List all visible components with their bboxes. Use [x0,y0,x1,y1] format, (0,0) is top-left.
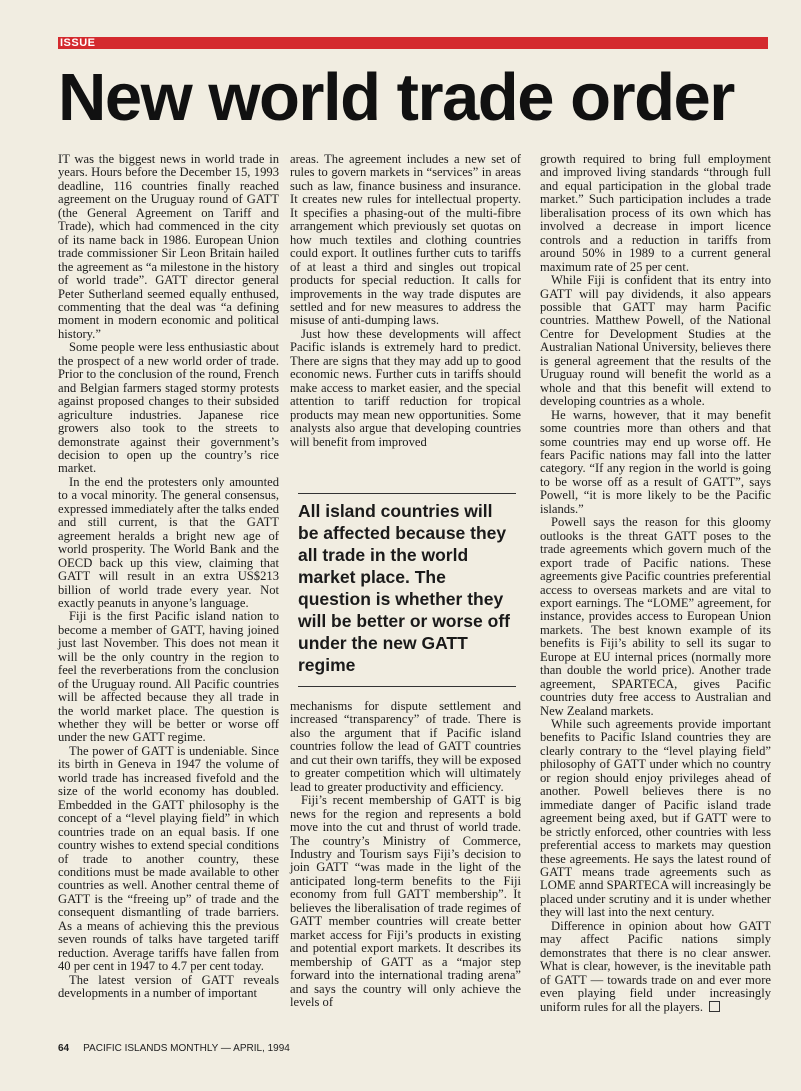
paragraph: In the end the protesters only amounted to a vocal minority. The general consensus, expressed immediately after the talks ended and still current, is that the GATT agreement heralds a bright new age of world prosperity. The World Bank and the OECD back up this view, claiming that GATT will result in an extra US$213 billion of world trade every year. Not exactly peanuts in anyone’s language. [58,474,279,610]
paragraph: IT was the biggest news in world trade in years. Hours before the December 15, 1993 deadline, 116 countries finally reached agreement on the Uruguay round of GATT (the General Agreement on Tariff and Trade), which had commenced in the city of its name back in 1986. European Union trade commissioner Sir Leon Britain hailed the agreement as “a milestone in the history of world trade”. GATT director general Peter Sutherland seemed equally enthused, commenting that the deal was “a defining moment in modern economic and political history.” [58,152,279,341]
column-2-bottom [290,700,521,1009]
paragraph: Just how these developments will affect Pacific islands is extremely hard to predict. There are signs that they may add up to good economic news. Further cuts in tariffs should make access to market easier, and the special attention to tariff reduction for tropical products may mean new opportunities. Some analysts also argue that developing countries will benefit from improved [290,326,521,449]
section-bar [58,37,768,49]
paragraph [540,920,771,1014]
paragraph: Some people were less enthusiastic about the prospect of a new world order of trade. Prior to the conclusion of the round, French and Belgian farmers staged stormy protests against proposed changes to their subsided agriculture industries. Japanese rice growers also took to the streets to demonstrate against their government’s decision to open up the country’s rice market. [58,340,279,476]
section-label: ISSUE [60,37,96,49]
paragraph: The power of GATT is undeniable. Since its birth in Geneva in 1947 the volume of world trade has increased fivefold and the size of the world economy has doubled. Embedded in the GATT philosophy is the concept of a “level playing field” in which countries trade on an equal basis. If one country wishes to extend special conditions of trade to another country, these conditions must be made available to other countries as well. Another central theme of GATT is the “freeing up” of trade and the consequent dismantling of trade barriers. As a means of achieving this the previous seven rounds of talks have targeted tariff reduction. Average tariffs have fallen from 40 per cent in 1947 to 4.7 per cent today. [58,743,279,974]
publication-line: PACIFIC ISLANDS MONTHLY — APRIL, 1994 [83,1043,290,1054]
paragraph: mechanisms for dispute settlement and increased “transparency” of trade. There is also the argument that if Pacific island countries follow the lead of GATT countries and cut their own tariffs, they will be exposed to greater competition which will ultimately lead to greater productivity and efficiency. [290,699,521,794]
paragraph: Fiji’s recent membership of GATT is big news for the region and represents a bold move into the cut and thrust of world trade. The country’s Ministry of Commerce, Industry and Tourism says Fiji’s decision to join GATT “was made in the light of the anticipated long-term benefits to the Fiji economy from full GATT membership”. It believes the liberalisation of trade regimes of GATT member countries will create better market access for Fiji’s products in existing and potential export markets. It describes its membership of GATT as a “major step forward into the international trading arena” and says the country will only achieve the levels of [290,793,521,1009]
closing-paragraph-text: Difference in opinion about how GATT may affect Pacific nations simply demonstrates that there is no clear answer. What is clear, however, is the inevitable path of GATT — towards trade on and ever more even playing field under increasingly uniform rules for all the players. [540,918,771,1014]
end-mark-icon [709,1001,720,1012]
column-2-top [290,153,521,449]
paragraph: Fiji is the first Pacific island nation to become a member of GATT, having joined just last November. This does not mean it will be the only country in the region to feel the reverberations from the conclusion of the Uruguay round. All Pacific countries will be affected because they all trade in the world market place. The question is whether they will be better or worse off under the new GATT regime. [58,609,279,745]
paragraph: Powell says the reason for this gloomy outlooks is the threat GATT poses to the trade agreements which govern much of the export trade of Pacific nations. These agreements give Pacific countries preferential access to overseas markets and are vital to export earnings. The “LOME” agreement, for instance, provides access to European Union markets. The best known example of its benefits is Fiji’s ability to sell its sugar to Europe at EU internal prices (normally more than double the world price). Another trade agreement, SPARTECA, gives Pacific countries duty free access to Australian and New Zealand markets. [540,515,771,718]
paragraph: growth required to bring full employment and improved living standards “through full and equal participation in the global trade market.” Such participation includes a trade liberalisation process of its own which has involved a decrease in import licence controls and a reduction in tariffs from around 50% in 1989 to a current general maximum rate of 25 per cent. [540,152,771,274]
paragraph: While such agreements provide important benefits to Pacific Island countries they are clearly contrary to the “level playing field” philosophy of GATT under which no country or region should enjoy privileges ahead of another. Powell believes there is no immediate danger of Pacific island trade agreement being axed, but if GATT were to be strictly enforced, other countries with less preferential access to markets may question these agreements. He says the latest round of GATT means trade agreements such as LOME annd SPARTECA will increasingly be placed under scrutiny and it is under whether they will last into the next century. [540,717,771,920]
folio [58,1043,290,1054]
page-number: 64 [58,1043,70,1054]
column-1 [58,153,279,1001]
paragraph: areas. The agreement includes a new set of rules to govern markets in “services” in areas such as law, finance business and insurance. It creates new rules for intellectual property. It specifies a phasing-out of the multi-fibre arrangement which previously set quotas on how much textiles and clothing countries could export. It outlines further cuts to tariffs of at least a third and singles out tropical products for special reduction. It calls for improvements in the way trade disputes are settled and for new measures to address the misuse of anti-dumping laws. [290,152,521,328]
paragraph: The latest version of GATT reveals developments in a number of important [58,972,279,1001]
pull-quote-text: All island countries will be affected because they all trade in the world market place. The question is whether they will be better or worse off under the new GATT regime [298,501,510,675]
pull-quote [298,493,516,687]
paragraph: He warns, however, that it may benefit some countries more than others and that some countries may end up worse off. He fears Pacific nations may fall into the latter category. “If any region in the world is going to be worse off as a result of GATT”, says Powell, “it is more likely to be the Pacific islands.” [540,407,771,516]
column-3 [540,153,771,1014]
headline: New world trade order [58,60,734,135]
paragraph: While Fiji is confident that its entry into GATT will pay dividends, it also appears possible that GATT may harm Pacific countries. Matthew Powell, of the National Centre for Development Studies at the Australian National University, believes there is general agreement that the results of the Uruguay round will benefit the world as a whole and that this benefit will extend to developing countries as a whole. [540,273,771,409]
